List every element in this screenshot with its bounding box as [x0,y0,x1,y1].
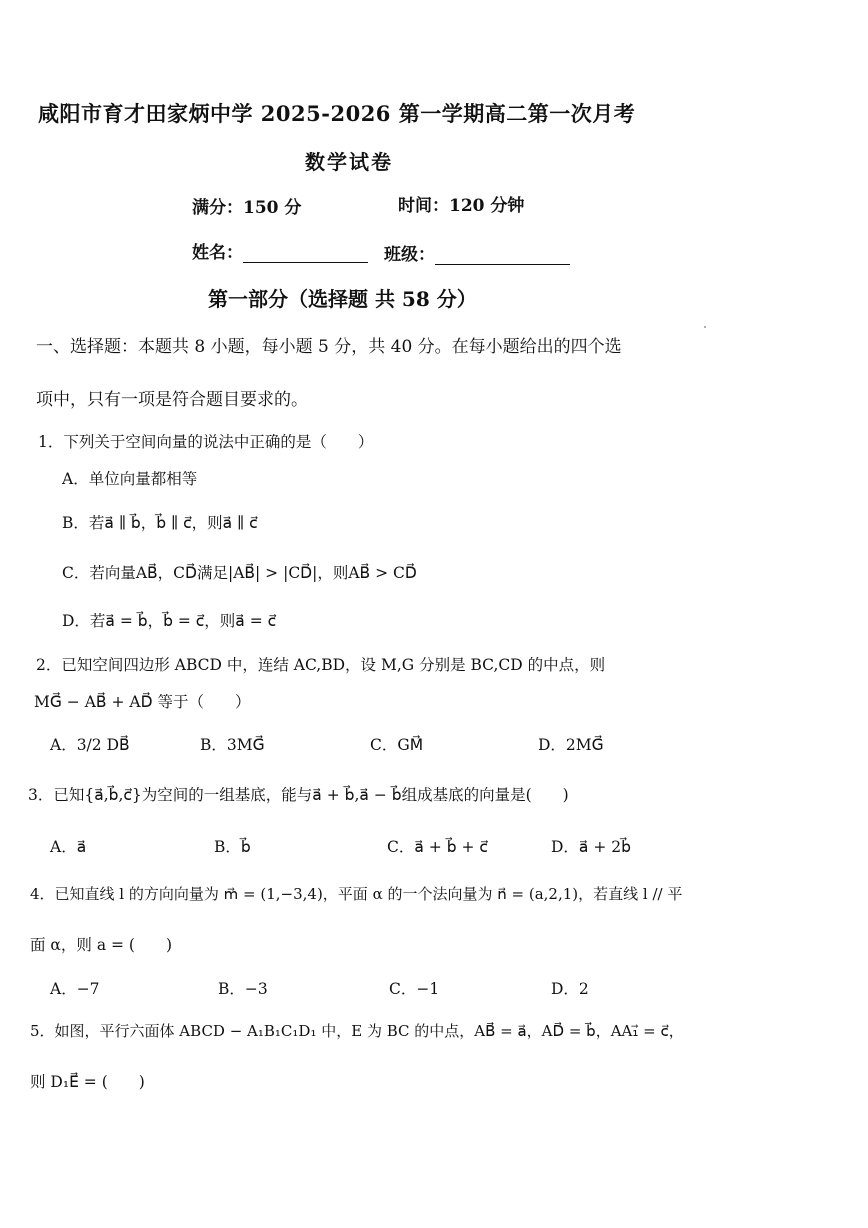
q4-option-c: C．−1 [389,980,440,998]
q5-stem: 5．如图，平行六面体 ABCD − A₁B₁C₁D₁ 中，E 为 BC 的中点，AB⃗ = a⃗，AD⃗ = b⃗，AA₁⃗ = c⃗， [30,1022,684,1040]
exam-time: 时间：120 分钟 [398,196,525,216]
exam-title: 咸阳市育才田家炳中学 2025-2026 第一学期高二第一次月考 [38,101,636,126]
q2-option-b: B．3MG⃗ [200,736,265,754]
q5-stem-cont: 则 D₁E⃗ = ( ) [30,1073,145,1091]
class-label: 班级： [384,245,435,265]
scan-speck [704,326,706,328]
q2-stem-cont: MG⃗ − AB⃗ + AD⃗ 等于（ ） [34,693,251,711]
section-intro-line2: 项中，只有一项是符合题目要求的。 [36,390,308,410]
q1-option-d: D．若a⃗ = b⃗，b⃗ = c⃗，则a⃗ = c⃗ [62,612,277,630]
q3-stem: 3．已知{a⃗,b⃗,c⃗}为空间的一组基底，能与a⃗ + b⃗,a⃗ − b⃗组成基底的向量是( ) [28,786,569,804]
q3-option-c: C．a⃗ + b⃗ + c⃗ [387,838,488,856]
name-field [192,238,368,263]
class-field [384,240,570,265]
q3-option-a: A．a⃗ [50,838,87,856]
q4-option-b: B．−3 [218,980,268,998]
q1-option-a: A．单位向量都相等 [62,470,198,488]
q1-option-b: B．若a⃗ ∥ b⃗，b⃗ ∥ c⃗，则a⃗ ∥ c⃗ [62,514,258,532]
q1-stem: 1．下列关于空间向量的说法中正确的是（ ） [38,433,374,451]
q4-option-a: A．−7 [50,980,100,998]
q4-option-d: D．2 [551,980,589,998]
q2-option-d: D．2MG⃗ [538,736,604,754]
q2-option-c: C．GM⃗ [370,736,424,754]
section-intro-line1: 一、选择题：本题共 8 小题，每小题 5 分，共 40 分。在每小题给出的四个选 [36,337,622,357]
q2-stem: 2．已知空间四边形 ABCD 中，连结 AC,BD，设 M,G 分别是 BC,CD 的中点，则 [36,656,606,674]
full-score: 满分：150 分 [192,198,302,218]
q3-option-d: D．a⃗ + 2b⃗ [551,838,631,856]
q4-stem-cont: 面 α，则 a = ( ) [30,936,172,954]
q2-option-a: A．3/2 DB⃗ [50,736,130,754]
section-heading: 第一部分（选择题 共 58 分） [208,287,477,311]
exam-subtitle: 数学试卷 [305,150,393,174]
name-label: 姓名： [192,243,243,263]
q1-option-c: C．若向量AB⃗，CD⃗满足|AB⃗| > |CD⃗|，则AB⃗ > CD⃗ [62,564,417,582]
name-blank [243,244,368,263]
q3-option-b: B．b⃗ [214,838,251,856]
q4-stem: 4．已知直线 l 的方向向量为 m⃗ = (1,−3,4)，平面 α 的一个法向量为 n⃗ = (a,2,1)，若直线 l // 平 [30,885,683,903]
class-blank [435,246,570,265]
